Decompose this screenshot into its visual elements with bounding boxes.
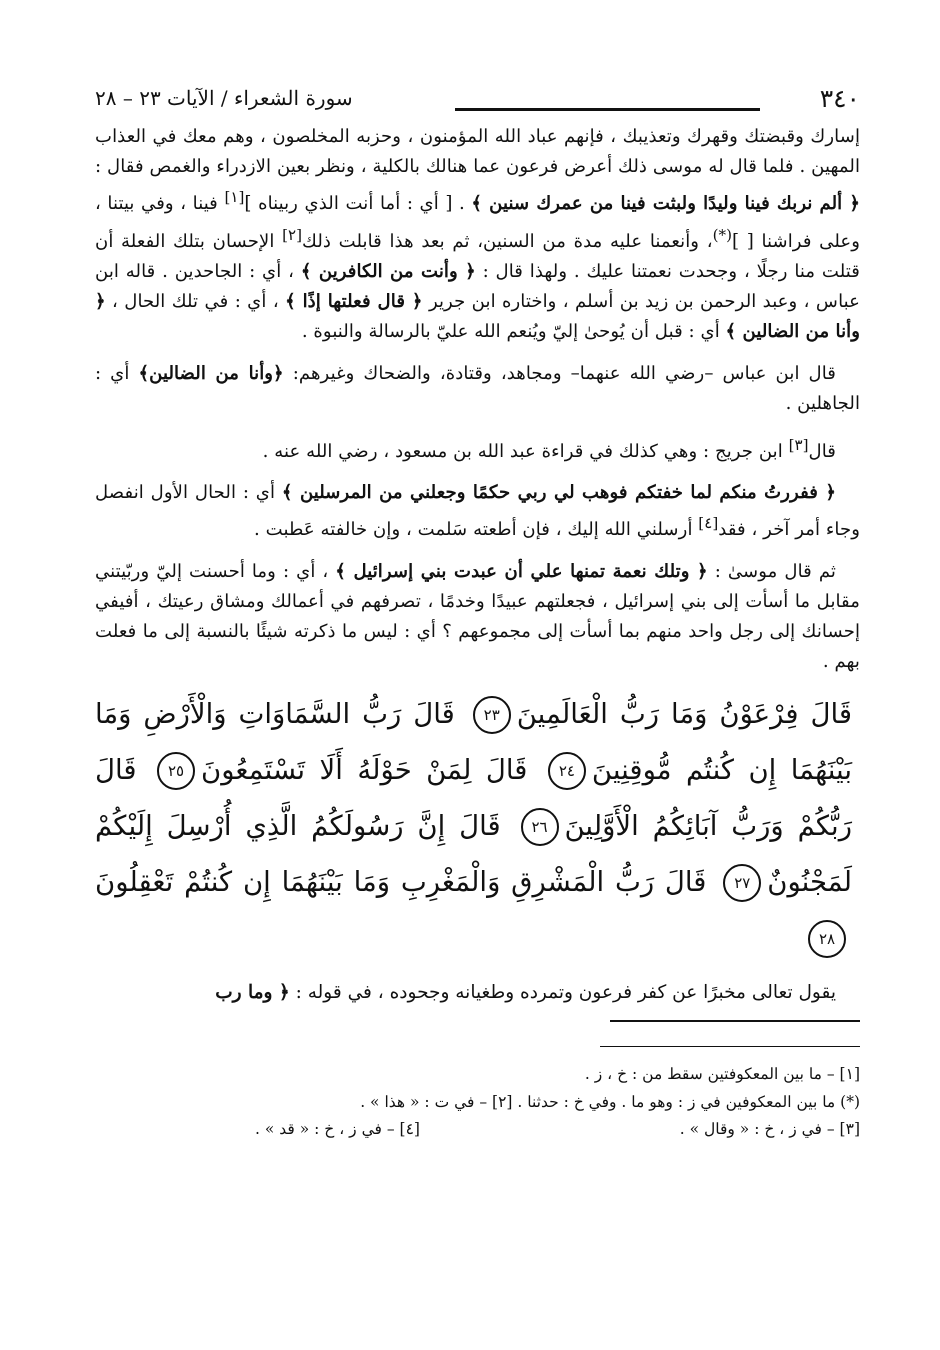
text: قال (808, 441, 836, 463)
text: ، وأنعمنا عليه مدة من السنين، ثم بعد هذا قابلت ذلك (302, 230, 713, 252)
book-page (95, 82, 860, 1144)
ayah-number-marker: ٢٦ (521, 808, 559, 846)
quran-quote: ﴿ وأنا من الضالين ﴾ (95, 291, 860, 343)
text: فينا ، وفي بيتنا ، وعلى فراشنا [ ] (95, 193, 860, 252)
paragraph-6 (95, 978, 860, 1008)
verse-text: قَالَ رَبُّ الْمَشْرِقِ وَالْمَغْرِبِ وَمَا بَيْنَهُمَا إِن كُنتُمْ تَعْقِلُونَ (95, 865, 707, 898)
text: ، أي : وما أحسنت إليّ وربّيتني مقابل ما أسأت إلى بني إسرائيل ، فجعلتهم عبيدًا وخدمًا ، تصرفهم في أعمالك ومشاق رعيتك ، أفيفي إحسانك إلى رجل واحد منهم بما أسأت إلى مجموعهم ؟ أي : ليس ما ذكرته شيئًا بالنسبة إلى ما فعلت بهم . (95, 560, 860, 673)
verse-text: قَالَ إِنَّ رَسُولَكُمُ الَّذِي أُرْسِلَ إِلَيْكُمْ لَمَجْنُونٌ (95, 809, 852, 898)
text: قال ابن عباس –رضي الله عنهما– ومجاهد، وقتادة، والضحاك وغيرهم: (283, 362, 836, 384)
ayah-number-marker: ٢٤ (548, 752, 586, 790)
quran-verses-block (95, 686, 852, 966)
paragraph-4 (95, 478, 860, 545)
page-number: ٣٤٠ (819, 84, 860, 113)
paragraph-3 (95, 430, 860, 467)
footnote-ref: [١] (224, 188, 245, 207)
footnote-ref: [٤] (698, 514, 719, 533)
text: يقول تعالى مخبرًا عن كفر فرعون وتمرده وطغيانه وجحوده ، في قوله : (289, 981, 836, 1003)
footnote: [٣] – في ز ، خ : « وقال » . (679, 1120, 860, 1138)
quran-quote: ﴿ وأنت من الكافرين ﴾ (300, 260, 476, 282)
verse-text: قَالَ رَبُّ السَّمَاوَاتِ وَالْأَرْضِ وَمَا بَيْنَهُمَا إِن كُنتُم مُّوقِنِينَ (95, 697, 852, 786)
paragraph-2 (95, 359, 860, 419)
paragraph-5 (95, 557, 860, 678)
text: أي : قبل أن يُوحىٰ إليّ ويُنعم الله عليّ بالرسالة والنبوة . (301, 321, 726, 343)
paragraph-1 (95, 122, 860, 348)
footnote-row (95, 1116, 860, 1144)
footnotes (95, 1061, 860, 1144)
verse-text: قَالَ لِمَنْ حَوْلَهُ أَلَا تَسْتَمِعُونَ (201, 753, 528, 786)
footnote: (*) ما بين المعكوفين في ز : وهو ما . وفي خ : حدثنا . [٢] – في ت : « هذا » . (360, 1092, 860, 1111)
quran-quote: ﴿ قال فعلتها إذًا ﴾ (285, 291, 423, 313)
footnote-ref: (*) (712, 225, 732, 244)
quran-quote: ﴿ وتلك نعمة تمنها علي أن عبدت بني إسرائيل ﴾ (335, 560, 708, 582)
text: أي : الحال الأول انفصل وجاء أمر آخر ، فقد (95, 482, 860, 541)
ayah-number-marker: ٢٧ (723, 864, 761, 902)
running-title: سورة الشعراء / الآيات ٢٣ – ٢٨ (95, 86, 353, 110)
footnote: [١] – ما بين المعكوفتين سقط من : خ ، ز . (584, 1065, 860, 1083)
ayah-number-marker: ٢٣ (473, 696, 511, 734)
footnote-separator (600, 1046, 860, 1048)
text: . [ أي : أما أنت الذي ربيناه ] (244, 193, 472, 215)
text: أي : الجاهلين . (95, 362, 860, 414)
text: الإحسان بتلك الفعلة أن قتلت منا رجلًا ، وجحدت نعمتنا عليك . ولهذا قال : (95, 230, 860, 282)
quran-quote: ﴿ وما رب (215, 981, 290, 1003)
catchword-rule (610, 1020, 860, 1022)
text: ، أي : في تلك الحال ، (105, 291, 286, 313)
quran-quote: ﴿ ففررتُ منكم لما خفتكم فوهب لي ربي حكمًا وجعلني من المرسلين ﴾ (281, 482, 836, 504)
text: ، أي : الجاحدين . قاله ابن عباس ، وعبد الرحمن بن زيد بن أسلم ، واختاره ابن جرير (95, 260, 860, 313)
footnote: [٤] – في ز ، خ : « قد » . (255, 1120, 420, 1138)
page-header (95, 82, 860, 122)
text: ثم قال موسىٰ : (707, 560, 836, 582)
quran-quote: ﴿ ألم نربك فينا وليدًا ولبثت فينا من عمرك سنين ﴾ (471, 193, 860, 215)
text: ابن جريج : وهي كذلك في قراءة عبد الله بن مسعود ، رضي الله عنه . (262, 441, 789, 463)
text: إسارك وقبضتك وقهرك وتعذيبك ، فإنهم عباد الله المؤمنون ، وحزبه المخلصون ، وهم معك في العذاب المهين . فلما قال له موسى ذلك أعرض فرعون عما هنالك بالكلية ، ونظر بعين الازدراء والغمص فقال : (95, 126, 860, 178)
footnote-ref: [٢] (282, 225, 303, 244)
ayah-number-marker: ٢٨ (808, 920, 846, 958)
text: أرسلني الله إليك ، فإن أطعته سَلمت ، وإن خالفته عَطبت . (254, 519, 699, 541)
footnote-ref: [٣] (788, 435, 809, 454)
verse-text: قَالَ فِرْعَوْنُ وَمَا رَبُّ الْعَالَمِينَ (516, 697, 852, 730)
quran-quote: ﴿وأنا من الضالين﴾ (138, 362, 284, 384)
verse-text: قَالَ رَبُّكُمْ وَرَبُّ آبَائِكُمُ الْأَوَّلِينَ (95, 753, 852, 842)
header-rule (455, 108, 760, 111)
ayah-number-marker: ٢٥ (157, 752, 195, 790)
